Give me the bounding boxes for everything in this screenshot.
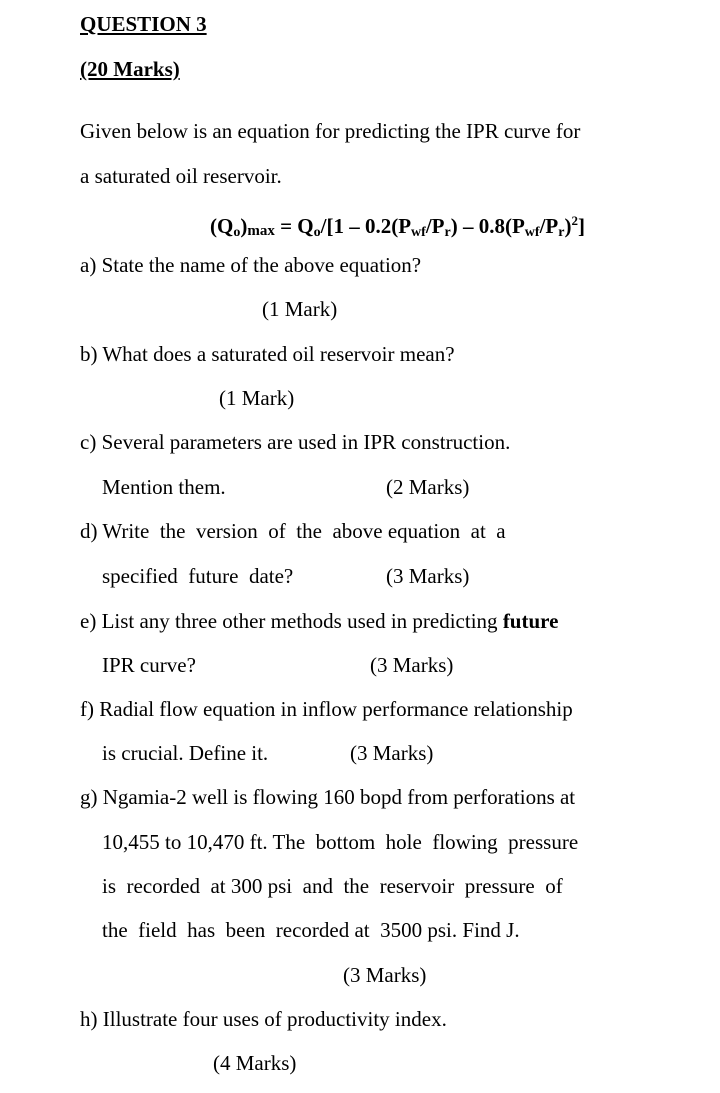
eq-sign: = <box>274 214 298 238</box>
part-e-marks: (3 Marks) <box>370 653 454 677</box>
part-e-text-1 <box>80 608 558 634</box>
part-b-marks: (1 Mark) <box>219 386 295 410</box>
question-marks: (20 Marks) <box>80 57 180 81</box>
part-f-marks: (3 Marks) <box>350 741 434 765</box>
eq-rhs-a: /[1 – 0.2(P <box>320 214 412 238</box>
part-d-marks: (3 Marks) <box>386 564 470 588</box>
eq-rhs-wf1-sub: wf <box>411 225 426 240</box>
eq-rhs-d: /P <box>539 214 559 238</box>
part-c-text-1: c) Several parameters are used in IPR construction. <box>80 430 511 454</box>
eq-lhs-close: ) <box>240 214 248 238</box>
eq-rhs-o-sub: o <box>313 225 321 240</box>
part-e-text-2: IPR curve? <box>102 653 196 677</box>
eq-rhs-q: Q <box>297 214 314 238</box>
eq-rhs-r1-sub: r <box>444 225 451 240</box>
part-g-text-4: the field has been recorded at 3500 psi. Find J. <box>102 918 520 942</box>
part-b-text: b) What does a saturated oil reservoir mean? <box>80 342 455 366</box>
part-g-text-2: 10,455 to 10,470 ft. The bottom hole flowing pressure <box>102 830 579 854</box>
eq-lhs-q: (Q <box>210 214 234 238</box>
part-a-marks: (1 Mark) <box>262 297 338 321</box>
part-c-text-2: Mention them. <box>102 475 226 499</box>
part-g-marks: (3 Marks) <box>343 963 427 987</box>
eq-lhs-o-sub: o <box>233 225 241 240</box>
part-c-marks: (2 Marks) <box>386 475 470 499</box>
eq-rhs-f: ] <box>577 214 585 238</box>
eq-rhs-wf2-sub: wf <box>524 225 540 240</box>
question-title: QUESTION 3 <box>80 12 207 36</box>
part-g-text-1: g) Ngamia-2 well is flowing 160 bopd from perforations at <box>80 785 576 809</box>
intro-line-1: Given below is an equation for predicting the IPR curve for <box>80 119 581 143</box>
part-a-text: a) State the name of the above equation? <box>80 253 422 277</box>
part-e-text-1a: e) List any three other methods used in predicting <box>80 609 503 633</box>
part-d-text-1: d) Write the version of the above equation at a <box>80 519 506 543</box>
part-h-marks: (4 Marks) <box>213 1051 297 1075</box>
intro-line-2: a saturated oil reservoir. <box>80 164 282 188</box>
part-e-text-1b: future <box>502 609 559 633</box>
eq-rhs-r2-sub: r <box>558 225 565 240</box>
part-g-text-3: is recorded at 300 psi and the reservoir pressure of <box>102 874 563 898</box>
ipr-equation <box>210 208 585 246</box>
eq-rhs-b: /P <box>425 214 445 238</box>
part-d-text-2: specified future date? <box>102 564 294 588</box>
eq-rhs-e: ) <box>564 214 572 238</box>
eq-rhs-c: ) – 0.8(P <box>450 214 525 238</box>
eq-lhs-max-sub: max <box>247 223 275 239</box>
part-h-text: h) Illustrate four uses of productivity index. <box>80 1007 447 1031</box>
part-f-text-1: f) Radial flow equation in inflow performance relationship <box>80 697 573 721</box>
part-f-text-2: is crucial. Define it. <box>102 741 269 765</box>
eq-rhs-square-sup: 2 <box>571 213 578 228</box>
